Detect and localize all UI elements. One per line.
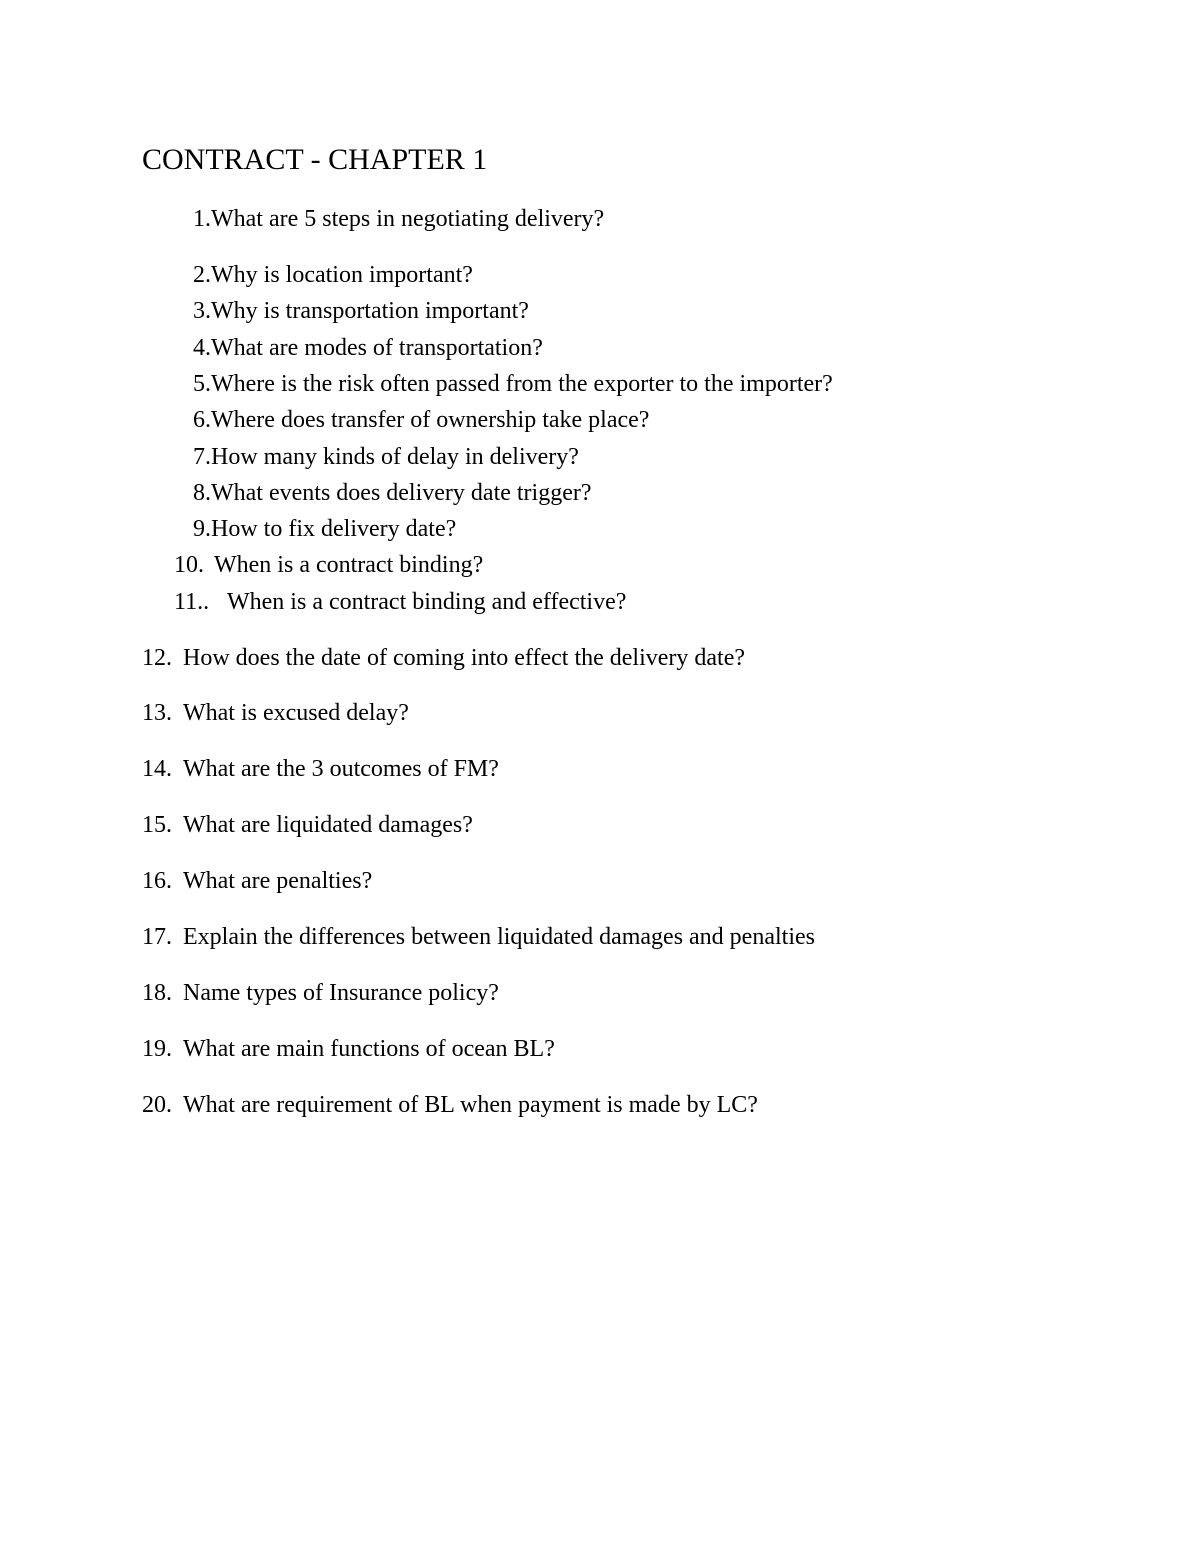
list-item — [174, 405, 211, 435]
list-item — [142, 810, 172, 840]
list-item-text: How does the date of coming into effect the delivery date? — [183, 645, 746, 671]
list-item — [174, 296, 211, 326]
list-item-text: How to fix delivery date? — [211, 516, 457, 542]
list-item — [174, 587, 209, 617]
list-item-text: When is a contract binding? — [214, 552, 484, 578]
list-item-number: 4. — [193, 335, 211, 361]
list-item-text: Explain the differences between liquidated damages and penalties — [183, 924, 815, 950]
list-item-number: 19. — [142, 1036, 172, 1062]
list-item — [142, 1090, 172, 1120]
list-item-number: 17. — [142, 924, 172, 950]
list-item-text: What are 5 steps in negotiating delivery? — [211, 206, 605, 232]
list-item-number: 9. — [193, 516, 211, 542]
list-item-number: 13. — [142, 700, 172, 726]
list-item — [174, 333, 211, 363]
list-item-text: Where is the risk often passed from the exporter to the importer? — [211, 371, 833, 397]
list-item-text: What are penalties? — [183, 868, 373, 894]
list-item-text: What events does delivery date trigger? — [211, 480, 592, 506]
list-item-number: 8. — [193, 480, 211, 506]
list-item-text: What are main functions of ocean BL? — [183, 1036, 555, 1062]
list-item-number: 10. — [174, 552, 204, 578]
list-item-text: Name types of Insurance policy? — [183, 980, 499, 1006]
list-item-number: 1. — [193, 206, 211, 232]
list-item — [142, 978, 172, 1008]
list-item-number: 3. — [193, 298, 211, 324]
list-item-text: What are modes of transportation? — [211, 335, 543, 361]
list-item-text: What are requirement of BL when payment is made by LC? — [183, 1092, 758, 1118]
list-item — [174, 478, 211, 508]
list-item — [142, 866, 172, 896]
list-item-number: 12. — [142, 645, 172, 671]
list-item-text: Why is location important? — [211, 262, 473, 288]
list-item-text: Where does transfer of ownership take place? — [211, 407, 650, 433]
list-item-number: 14. — [142, 756, 172, 782]
list-item-number: 11.. — [174, 589, 210, 615]
list-item — [174, 442, 211, 472]
list-item — [142, 698, 172, 728]
list-item-text: What is excused delay? — [183, 700, 409, 726]
list-item — [142, 922, 172, 952]
list-item — [174, 550, 204, 580]
list-item — [174, 369, 211, 399]
list-item — [142, 643, 172, 673]
list-item-text: What are the 3 outcomes of FM? — [183, 756, 499, 782]
list-item-text: Why is transportation important? — [211, 298, 529, 324]
list-item-number: 18. — [142, 980, 172, 1006]
list-item-text: How many kinds of delay in delivery? — [211, 444, 579, 470]
list-item-number: 2. — [193, 262, 211, 288]
list-item — [174, 514, 211, 544]
list-item-number: 16. — [142, 868, 172, 894]
list-item-number: 15. — [142, 812, 172, 838]
list-item — [142, 754, 172, 784]
list-item-text: When is a contract binding and effective? — [227, 589, 627, 615]
page-title: CONTRACT - CHAPTER 1 — [142, 143, 488, 176]
list-item-number: 20. — [142, 1092, 172, 1118]
list-item-text: What are liquidated damages? — [183, 812, 473, 838]
list-item — [174, 204, 211, 234]
list-item — [174, 260, 211, 290]
list-item-number: 5. — [193, 371, 211, 397]
list-item-number: 7. — [193, 444, 211, 470]
list-item-number: 6. — [193, 407, 211, 433]
list-item — [142, 1034, 172, 1064]
